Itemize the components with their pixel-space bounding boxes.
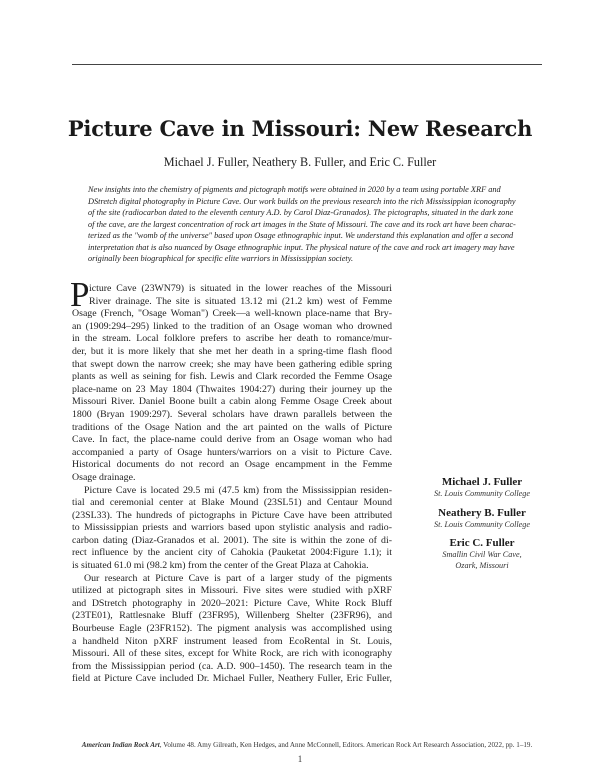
body-line: Osage (French, "Osage Woman") Creek—a well-known place-name that Bry- [72, 308, 392, 320]
body-line: 1800 (Bryan 1909:297). Several scholars have drawn parallels between the [72, 408, 392, 420]
body-line: from the Mississippian period (ca. A.D. 900–1450). The research team in the [72, 660, 392, 672]
body-line: to Mississippian priests and warriors based upon stylistic analysis and radio- [72, 522, 392, 534]
body-line: Bourbeuse Eagle (23FR152). The pigment analysis was accomplished using [72, 623, 392, 635]
body-line: River drainage. The site is situated 13.12 mi (21.2 km) west of Femme [89, 295, 392, 307]
affiliation-org: Ozark, Missouri [455, 561, 509, 570]
body-line: carbon dating (Diaz-Granados et al. 2001). The site is within the zone of di- [72, 534, 392, 546]
body-line: Cave. In fact, the place-name could derive from an Osage woman who had [72, 434, 392, 446]
affiliation-block [412, 537, 552, 571]
authors-line: Michael J. Fuller, Neathery B. Fuller, and Eric C. Fuller [163, 155, 437, 169]
body-line: in the stream. Local folklore prefers to ascribe her death to romance/mur- [72, 333, 392, 345]
body-line: (23TE01), Rattlesnake Bluff (23FR95), Willenberg Shelter (23FR96), and [72, 610, 392, 622]
body-line: der, but it is more likely that she met her death in a spring-time flash flood [72, 345, 392, 357]
body-line: Our research at Picture Cave is part of a larger study of the pigments [84, 572, 392, 584]
body-line: that swept down the narrow creek; she may have been gathering edible spring [72, 358, 392, 370]
body-line: rect influence by the ancient city of Cahokia (Pauketat 2004:Figure 1.1); it [72, 547, 392, 559]
body-line: and DStretch photography in 2020–2021: Picture Cave, White Rock Bluff [72, 597, 392, 609]
body-line: (23SL33). The hundreds of pictographs in Picture Cave have been attributed [72, 509, 392, 521]
affiliation-org: St. Louis Community College [434, 520, 530, 529]
body-line: Osage drainage. [72, 471, 136, 483]
abstract-line: interpretation that is also nuanced by Osage ethnographic input. The physical nature of the cave and rock art imagery may have [88, 242, 515, 252]
abstract [88, 184, 528, 265]
abstract-line: of the cave, are the largest concentration of rock art images in the State of Missouri. The cave and its rock art have been charac- [88, 219, 516, 229]
abstract-line: DStretch digital photography in Picture Cave. Our work builds on the previous research into the rich Mississippian iconography [88, 196, 516, 206]
affiliation-org: Smallin Civil War Cave, [442, 550, 522, 559]
abstract-line: of the site (radiocarbon dated to the eleventh century A.D. by Carol Diaz-Granados). The pictographs, situated in the dark zone [88, 208, 514, 218]
body-line: plants as well as seining for fish. Lewis and Clark recorded the Femme Osage [72, 371, 392, 383]
abstract-line: terized as the "womb of the universe" based upon Osage ethnographic input. We understand this explanation and offer a second [88, 231, 514, 241]
body-line: field at Picture Cave included Dr. Michael Fuller, Neathery Fuller, Eric Fuller, [72, 673, 392, 685]
abstract-line: originally been biographical for specific elite warriors in Mississippian society. [88, 254, 354, 264]
body-line: utilized at pictograph sites in Missouri. Five sites were studied with pXRF [72, 585, 392, 597]
body-line: tial and ceremonial center at Blake Mound (23SL51) and Centaur Mound [72, 497, 392, 509]
body-line: icture Cave (23WN79) is situated in the lower reaches of the Missouri [89, 283, 392, 294]
body-line: traditions of the Osage Nation and the art painted on the walls of Picture [72, 421, 392, 433]
body-line: a handheld Niton pXRF instrument leased from EcoRental in St. Louis, [72, 635, 392, 647]
body-line: an (1909:294–295) linked to the tradition of an Osage woman who drowned [72, 320, 392, 332]
abstract-line: New insights into the chemistry of pigments and pictograph motifs were obtained in 2020 by a team using portable XRF and [88, 185, 501, 194]
affiliation-name: Eric C. Fuller [449, 537, 515, 549]
affiliation-name: Michael J. Fuller [441, 476, 523, 488]
affiliation-name: Neathery B. Fuller [438, 507, 526, 519]
affiliation-block [412, 476, 552, 499]
body-line: Missouri. All of these sites, except for White Rock, are rich with iconography [72, 648, 392, 660]
paper-title: Picture Cave in Missouri: New Research [67, 116, 533, 141]
affiliation-org: St. Louis Community College [434, 489, 530, 498]
body-line: is situated 61.0 mi (98.2 km) from the center of the Great Plaza at Cahokia. [72, 560, 369, 572]
body-line: place-name on 23 May 1804 (Thwaites 1904:27) during their journey up the [72, 383, 392, 395]
citation-footer [72, 741, 542, 749]
header-rule [72, 64, 542, 65]
journal-name: American Indian Rock Art [81, 741, 160, 749]
body-line: Historical documents do not record an Osage encampment in the Femme [72, 459, 392, 471]
affiliation-block [412, 507, 552, 530]
page-number: 1 [297, 754, 303, 764]
body-text [72, 283, 392, 686]
citation-details: , Volume 48. Amy Gilreath, Ken Hedges, and Anne McConnell, Editors. American Rock Art Research Association, 2022, pp. 1–19. [159, 741, 533, 749]
drop-cap: P [70, 275, 90, 314]
body-line: Missouri River. Daniel Boone built a cabin along Femme Osage Creek about [72, 396, 392, 408]
body-line: accompanied a party of Osage hunters/warriors on a visit to Picture Cave. [72, 446, 392, 458]
body-line: Picture Cave is located 29.5 mi (47.5 km) from the Mississippian residen- [84, 484, 392, 496]
